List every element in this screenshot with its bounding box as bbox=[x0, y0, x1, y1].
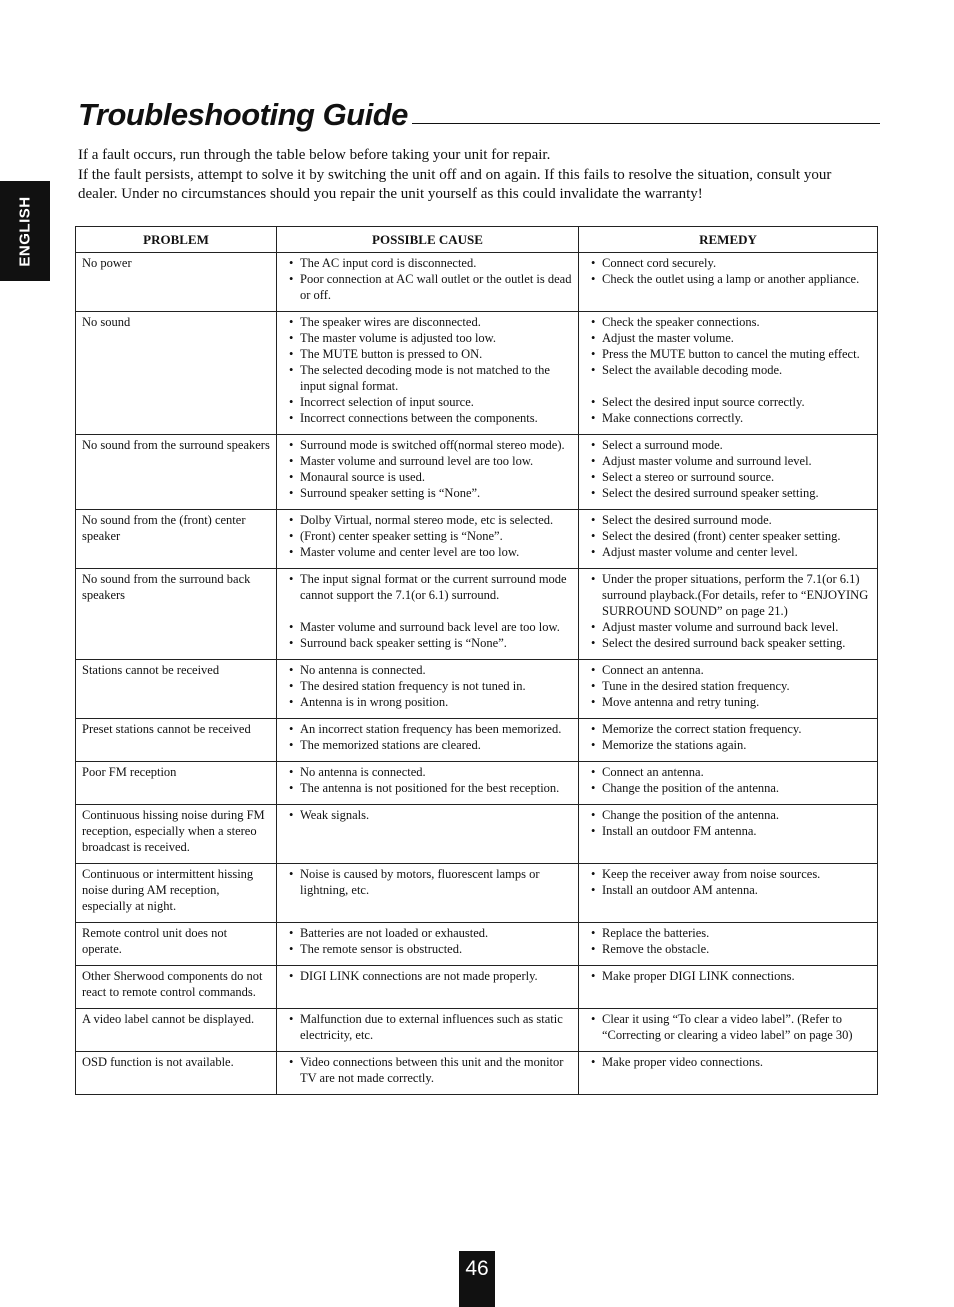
remedy-list bbox=[585, 807, 871, 839]
cause-list bbox=[283, 721, 572, 753]
remedy-list bbox=[585, 1054, 871, 1070]
table-row bbox=[76, 253, 878, 312]
header-problem: PROBLEM bbox=[76, 227, 277, 253]
cause-cell bbox=[277, 762, 579, 805]
remedy-cell bbox=[579, 864, 878, 923]
remedy-list bbox=[585, 255, 871, 287]
remedy-item: • Memorize the stations again. bbox=[591, 737, 871, 753]
cause-cell bbox=[277, 312, 579, 435]
cause-item: • Surround speaker setting is “None”. bbox=[289, 485, 572, 501]
cause-item: • Surround mode is switched off(normal stereo mode). bbox=[289, 437, 572, 453]
header-possible-cause: POSSIBLE CAUSE bbox=[277, 227, 579, 253]
cause-cell bbox=[277, 510, 579, 569]
remedy-cell bbox=[579, 1009, 878, 1052]
remedy-item: • Replace the batteries. bbox=[591, 925, 871, 941]
language-tab-label: ENGLISH bbox=[16, 195, 34, 267]
cause-item: • Incorrect selection of input source. bbox=[289, 394, 572, 410]
cause-list bbox=[283, 968, 572, 984]
cause-item: • The MUTE button is pressed to ON. bbox=[289, 346, 572, 362]
page-header bbox=[78, 92, 880, 132]
cause-item: • The input signal format or the current surround mode cannot support the 7.1(or 6.1) surround. bbox=[289, 571, 572, 603]
intro-text bbox=[78, 146, 868, 205]
cause-item: • Dolby Virtual, normal stereo mode, etc is selected. bbox=[289, 512, 572, 528]
cause-list bbox=[283, 866, 572, 898]
remedy-item: • Check the outlet using a lamp or another appliance. bbox=[591, 271, 871, 287]
remedy-item: • Change the position of the antenna. bbox=[591, 780, 871, 796]
problem-cell: No power bbox=[76, 253, 277, 312]
remedy-cell bbox=[579, 966, 878, 1009]
remedy-item: • Select a surround mode. bbox=[591, 437, 871, 453]
cause-item: • Incorrect connections between the components. bbox=[289, 410, 572, 426]
remedy-cell bbox=[579, 660, 878, 719]
remedy-list bbox=[585, 866, 871, 898]
remedy-item: • Make proper DIGI LINK connections. bbox=[591, 968, 871, 984]
table-row bbox=[76, 1052, 878, 1095]
remedy-cell bbox=[579, 510, 878, 569]
remedy-item: • Select the desired surround mode. bbox=[591, 512, 871, 528]
cause-item: • The remote sensor is obstructed. bbox=[289, 941, 572, 957]
remedy-item: • Clear it using “To clear a video label”. (Refer to “Correcting or clearing a video label” on page 30) bbox=[591, 1011, 871, 1043]
remedy-list bbox=[585, 968, 871, 984]
cause-item: • No antenna is connected. bbox=[289, 764, 572, 780]
cause-item: • The desired station frequency is not tuned in. bbox=[289, 678, 572, 694]
cause-list bbox=[283, 512, 572, 560]
cause-item: • The selected decoding mode is not matched to the input signal format. bbox=[289, 362, 572, 394]
remedy-item: • Select the desired surround speaker setting. bbox=[591, 485, 871, 501]
remedy-list bbox=[585, 925, 871, 957]
troubleshooting-table bbox=[75, 226, 878, 1095]
intro-paragraph-1: If a fault occurs, run through the table below before taking your unit for repair. bbox=[78, 147, 551, 163]
table-row bbox=[76, 923, 878, 966]
cause-list bbox=[283, 571, 572, 651]
remedy-cell bbox=[579, 805, 878, 864]
cause-item: • (Front) center speaker setting is “None”. bbox=[289, 528, 572, 544]
cause-item: • Antenna is in wrong position. bbox=[289, 694, 572, 710]
remedy-list bbox=[585, 764, 871, 796]
table-row bbox=[76, 660, 878, 719]
remedy-item: • Press the MUTE button to cancel the muting effect. bbox=[591, 346, 871, 362]
table-row bbox=[76, 569, 878, 660]
page-number: 46 bbox=[459, 1251, 495, 1307]
problem-cell: Remote control unit does not operate. bbox=[76, 923, 277, 966]
problem-cell: No sound bbox=[76, 312, 277, 435]
remedy-item: • Memorize the correct station frequency. bbox=[591, 721, 871, 737]
cause-item: • Weak signals. bbox=[289, 807, 572, 823]
remedy-cell bbox=[579, 253, 878, 312]
remedy-item: • Select the available decoding mode. bbox=[591, 362, 871, 378]
problem-cell: Continuous hissing noise during FM reception, especially when a stereo broadcast is received. bbox=[76, 805, 277, 864]
remedy-item: • Connect an antenna. bbox=[591, 764, 871, 780]
cause-item: • Monaural source is used. bbox=[289, 469, 572, 485]
remedy-item: • Change the position of the antenna. bbox=[591, 807, 871, 823]
cause-item: • Master volume and surround level are too low. bbox=[289, 453, 572, 469]
remedy-list bbox=[585, 571, 871, 651]
table-row bbox=[76, 966, 878, 1009]
remedy-item: • Select the desired surround back speaker setting. bbox=[591, 635, 871, 651]
cause-list bbox=[283, 1054, 572, 1086]
remedy-item: • Install an outdoor FM antenna. bbox=[591, 823, 871, 839]
table-row bbox=[76, 1009, 878, 1052]
cause-item: • The speaker wires are disconnected. bbox=[289, 314, 572, 330]
remedy-item: • Select a stereo or surround source. bbox=[591, 469, 871, 485]
remedy-list bbox=[585, 437, 871, 501]
cause-list bbox=[283, 437, 572, 501]
remedy-item: • Under the proper situations, perform the 7.1(or 6.1) surround playback.(For details, refer to “ENJOYING SURROUND SOUND” on page 21.) bbox=[591, 571, 871, 619]
cause-item: • Malfunction due to external influences such as static electricity, etc. bbox=[289, 1011, 572, 1043]
cause-item: • Batteries are not loaded or exhausted. bbox=[289, 925, 572, 941]
cause-item: • The antenna is not positioned for the best reception. bbox=[289, 780, 572, 796]
page-title: Troubleshooting Guide bbox=[78, 97, 408, 132]
cause-list bbox=[283, 1011, 572, 1043]
cause-item: • An incorrect station frequency has been memorized. bbox=[289, 721, 572, 737]
table-row bbox=[76, 864, 878, 923]
problem-cell: Poor FM reception bbox=[76, 762, 277, 805]
problem-cell: Preset stations cannot be received bbox=[76, 719, 277, 762]
remedy-list bbox=[585, 314, 871, 426]
cause-item: • The master volume is adjusted too low. bbox=[289, 330, 572, 346]
problem-cell: Other Sherwood components do not react to remote control commands. bbox=[76, 966, 277, 1009]
cause-cell bbox=[277, 1009, 579, 1052]
remedy-item: • Tune in the desired station frequency. bbox=[591, 678, 871, 694]
cause-list bbox=[283, 764, 572, 796]
remedy-item: • Adjust master volume and center level. bbox=[591, 544, 871, 560]
cause-item: • Video connections between this unit and the monitor TV are not made correctly. bbox=[289, 1054, 572, 1086]
table-row bbox=[76, 805, 878, 864]
cause-cell bbox=[277, 923, 579, 966]
remedy-item: • Make connections correctly. bbox=[591, 410, 871, 426]
intro-paragraph-2: If the fault persists, attempt to solve it by switching the unit off and on again. If this fails to resolve the situation, consult your dealer. Under no circumstances should you repair the unit yourself as this could invalidate the warranty! bbox=[78, 166, 832, 202]
remedy-item: • Remove the obstacle. bbox=[591, 941, 871, 957]
cause-cell bbox=[277, 864, 579, 923]
cause-item: • Surround back speaker setting is “None”. bbox=[289, 635, 572, 651]
cause-cell bbox=[277, 805, 579, 864]
remedy-item: • Connect cord securely. bbox=[591, 255, 871, 271]
cause-item: • The memorized stations are cleared. bbox=[289, 737, 572, 753]
cause-item: • Noise is caused by motors, fluorescent lamps or lightning, etc. bbox=[289, 866, 572, 898]
cause-list bbox=[283, 925, 572, 957]
problem-cell: No sound from the (front) center speaker bbox=[76, 510, 277, 569]
cause-cell bbox=[277, 569, 579, 660]
remedy-item: • Move antenna and retry tuning. bbox=[591, 694, 871, 710]
cause-list bbox=[283, 314, 572, 426]
header-remedy: REMEDY bbox=[579, 227, 878, 253]
cause-item: • Master volume and center level are too low. bbox=[289, 544, 572, 560]
cause-list bbox=[283, 807, 572, 823]
cause-item: • The AC input cord is disconnected. bbox=[289, 255, 572, 271]
table-row bbox=[76, 435, 878, 510]
cause-cell bbox=[277, 435, 579, 510]
remedy-list bbox=[585, 512, 871, 560]
remedy-item: • Adjust master volume and surround level. bbox=[591, 453, 871, 469]
cause-list bbox=[283, 662, 572, 710]
cause-list bbox=[283, 255, 572, 303]
table-row bbox=[76, 762, 878, 805]
remedy-cell bbox=[579, 1052, 878, 1095]
cause-cell bbox=[277, 660, 579, 719]
problem-cell: Stations cannot be received bbox=[76, 660, 277, 719]
problem-cell: No sound from the surround speakers bbox=[76, 435, 277, 510]
language-tab bbox=[0, 181, 50, 281]
table-row bbox=[76, 312, 878, 435]
remedy-item: • Make proper video connections. bbox=[591, 1054, 871, 1070]
remedy-item: • Install an outdoor AM antenna. bbox=[591, 882, 871, 898]
cause-item: • No antenna is connected. bbox=[289, 662, 572, 678]
remedy-cell bbox=[579, 719, 878, 762]
remedy-item: • Check the speaker connections. bbox=[591, 314, 871, 330]
remedy-cell bbox=[579, 762, 878, 805]
table-row bbox=[76, 719, 878, 762]
problem-cell: No sound from the surround back speakers bbox=[76, 569, 277, 660]
problem-cell: Continuous or intermittent hissing noise during AM reception, especially at night. bbox=[76, 864, 277, 923]
cause-cell bbox=[277, 1052, 579, 1095]
remedy-cell bbox=[579, 569, 878, 660]
cause-cell bbox=[277, 253, 579, 312]
remedy-cell bbox=[579, 312, 878, 435]
remedy-item: • Select the desired (front) center speaker setting. bbox=[591, 528, 871, 544]
cause-item: • Poor connection at AC wall outlet or the outlet is dead or off. bbox=[289, 271, 572, 303]
problem-cell: OSD function is not available. bbox=[76, 1052, 277, 1095]
table-body bbox=[76, 253, 878, 1095]
table-header-row bbox=[76, 227, 878, 253]
remedy-list bbox=[585, 1011, 871, 1043]
cause-cell bbox=[277, 966, 579, 1009]
remedy-item: • Select the desired input source correctly. bbox=[591, 394, 871, 410]
table-row bbox=[76, 510, 878, 569]
remedy-cell bbox=[579, 435, 878, 510]
remedy-list bbox=[585, 721, 871, 753]
title-rule bbox=[412, 123, 880, 124]
cause-item: • DIGI LINK connections are not made properly. bbox=[289, 968, 572, 984]
remedy-cell bbox=[579, 923, 878, 966]
remedy-item: • Adjust the master volume. bbox=[591, 330, 871, 346]
cause-item: • Master volume and surround back level are too low. bbox=[289, 619, 572, 635]
problem-cell: A video label cannot be displayed. bbox=[76, 1009, 277, 1052]
remedy-item: • Keep the receiver away from noise sources. bbox=[591, 866, 871, 882]
cause-cell bbox=[277, 719, 579, 762]
remedy-item: • Adjust master volume and surround back level. bbox=[591, 619, 871, 635]
remedy-list bbox=[585, 662, 871, 710]
remedy-item: • Connect an antenna. bbox=[591, 662, 871, 678]
